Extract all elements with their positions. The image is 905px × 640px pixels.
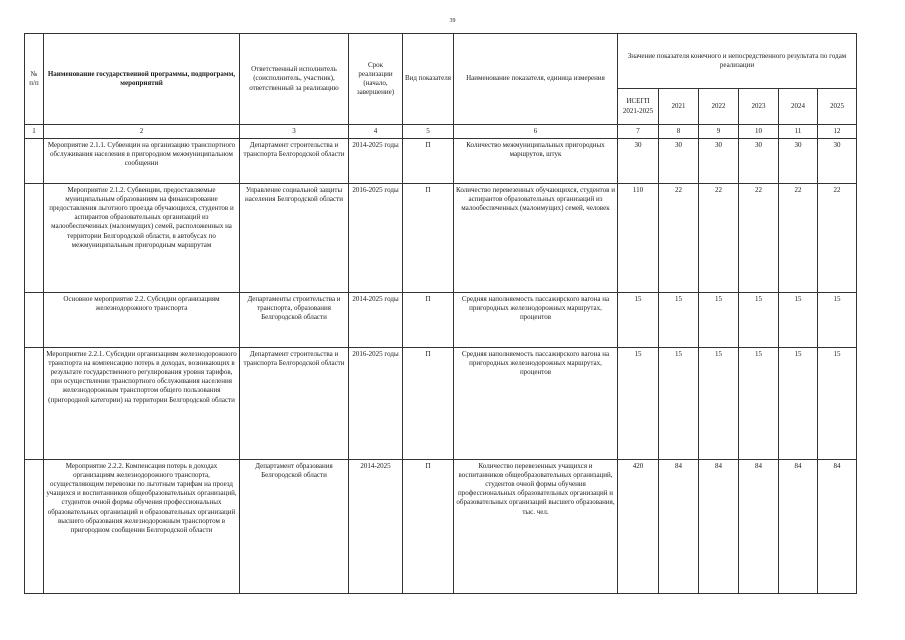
row-value: 30 [818, 139, 857, 184]
row-value: 84 [818, 460, 857, 594]
row-value: 84 [779, 460, 818, 594]
row-term: 2014-2025 годы [349, 293, 403, 348]
program-indicators-table [24, 33, 857, 594]
table-row [25, 460, 857, 594]
row-value: 22 [779, 184, 818, 293]
row-responsible: Управление социальной защиты населения Белгородской области [240, 184, 349, 293]
row-type: П [403, 293, 454, 348]
header-values-group: Значение показателя конечного и непосредственного результата по годам реализации [618, 34, 857, 89]
row-indicator: Средняя наполняемость пассажирского вагона на пригородных железнодорожных маршрутах, процентов [454, 293, 618, 348]
row-value: 15 [779, 293, 818, 348]
row-indicator: Средняя наполняемость пассажирского вагона на пригородных железнодорожных маршрутах, процентов [454, 348, 618, 460]
row-value: 30 [659, 139, 699, 184]
header-type: Вид показателя [403, 34, 454, 125]
column-number: 9 [699, 125, 739, 139]
column-number: 7 [618, 125, 659, 139]
row-type: П [403, 348, 454, 460]
row-value: 15 [818, 293, 857, 348]
column-number: 11 [779, 125, 818, 139]
column-number: 8 [659, 125, 699, 139]
row-indicator: Количество межмуниципальных пригородных маршрутов, штук [454, 139, 618, 184]
row-name: Основное мероприятие 2.2. Субсидии организациям железнодорожного транспорта [44, 293, 240, 348]
row-name: Мероприятие 2.1.2. Субвенции, предоставляемые муниципальным образованиям на финансирование предоставления льготного проезда обучающихся, студентов и аспирантов образовательных организаций из малообеспеченных (малоимущих) семей, расположенных на территории Белгородской области, в автобусах по межмуниципальным пригородным маршрутам [44, 184, 240, 293]
header-responsible: Ответственный исполнитель (соисполнитель, участник), ответственный за реализацию [240, 34, 349, 125]
header-year: 2022 [699, 89, 739, 125]
header-year: 2025 [818, 89, 857, 125]
row-name: Мероприятие 2.1.1. Субвенции на организацию транспортного обслуживания населения в пригородном межмуниципальном сообщении [44, 139, 240, 184]
column-number: 2 [44, 125, 240, 139]
column-number: 4 [349, 125, 403, 139]
column-number: 10 [739, 125, 779, 139]
row-value: 15 [659, 348, 699, 460]
table-row [25, 184, 857, 293]
row-value: 15 [699, 348, 739, 460]
header-term: Срок реализации (начало, завершение) [349, 34, 403, 125]
row-responsible: Департамент строительства и транспорта Белгородской области [240, 139, 349, 184]
column-number: 3 [240, 125, 349, 139]
column-numbers-row [25, 125, 857, 139]
header-num: № п/п [25, 34, 44, 125]
row-value: 22 [818, 184, 857, 293]
row-value: 22 [659, 184, 699, 293]
page-number: 39 [449, 18, 456, 24]
row-value: 15 [779, 348, 818, 460]
header-year: 2024 [779, 89, 818, 125]
row-term: 2014-2025 [349, 460, 403, 594]
table-row-main-activity [25, 293, 857, 348]
row-indicator: Количество перевезенных обучающихся, студентов и аспирантов образовательных организаций из малообеспеченных (малоимущих) семей, человек [454, 184, 618, 293]
row-value: 15 [618, 293, 659, 348]
row-term: 2016-2025 годы [349, 184, 403, 293]
row-value: 15 [818, 348, 857, 460]
row-value: 30 [699, 139, 739, 184]
row-name: Мероприятие 2.2.1. Субсидии организациям железнодорожного транспорта на компенсацию потерь в доходах, возникающих в результате государственного регулирования уровня тарифов, при осуществлении транспортного обслуживания населения железнодорожным транспортом общего пользования (пригородной категории) на территории Белгородской области [44, 348, 240, 460]
header-name: Наименование государственной программы, подпрограмм, мероприятий [44, 34, 240, 125]
row-value: 22 [739, 184, 779, 293]
row-value: 30 [618, 139, 659, 184]
row-value: 84 [699, 460, 739, 594]
header-indicator: Наименование показателя, единица измерения [454, 34, 618, 125]
row-term: 2014-2025 годы [349, 139, 403, 184]
column-number: 12 [818, 125, 857, 139]
row-value: 15 [739, 293, 779, 348]
column-number: 1 [25, 125, 44, 139]
row-responsible: Департаменты строительства и транспорта, образования Белгородской области [240, 293, 349, 348]
row-value: 30 [779, 139, 818, 184]
row-name: Мероприятие 2.2.2. Компенсация потерь в доходах организациям железнодорожного транспорта, осуществляющим перевозки по льготным тарифам на проезд учащихся и воспитанников общеобразовательных организаций, студентов очной формы обучения профессиональных образовательных организаций и образовательных организаций высшего образования железнодорожным транспортом в пригородном сообщении Белгородской области [44, 460, 240, 594]
table-row [25, 139, 857, 184]
row-value: 15 [699, 293, 739, 348]
row-value: 15 [739, 348, 779, 460]
row-value: 22 [699, 184, 739, 293]
row-value: 110 [618, 184, 659, 293]
row-responsible: Департамент образования Белгородской области [240, 460, 349, 594]
row-term: 2016-2025 годы [349, 348, 403, 460]
row-responsible: Департамент строительства и транспорта Белгородской области [240, 348, 349, 460]
row-value: 84 [739, 460, 779, 594]
row-value: 15 [618, 348, 659, 460]
table-row [25, 348, 857, 460]
row-type: П [403, 139, 454, 184]
row-value: 15 [659, 293, 699, 348]
row-value: 30 [739, 139, 779, 184]
column-number: 5 [403, 125, 454, 139]
header-year: 2023 [739, 89, 779, 125]
row-type: П [403, 184, 454, 293]
row-indicator: Количество перевезенных учащихся и воспитанников общеобразовательных организаций, студентов очной формы обучения профессиональных образовательных организаций и образовательных организаций высшего образования, тыс. чел. [454, 460, 618, 594]
column-number: 6 [454, 125, 618, 139]
header-year-total: ИСЕГП 2021-2025 [618, 89, 659, 125]
row-type: П [403, 460, 454, 594]
row-value: 420 [618, 460, 659, 594]
header-year: 2021 [659, 89, 699, 125]
row-value: 84 [659, 460, 699, 594]
